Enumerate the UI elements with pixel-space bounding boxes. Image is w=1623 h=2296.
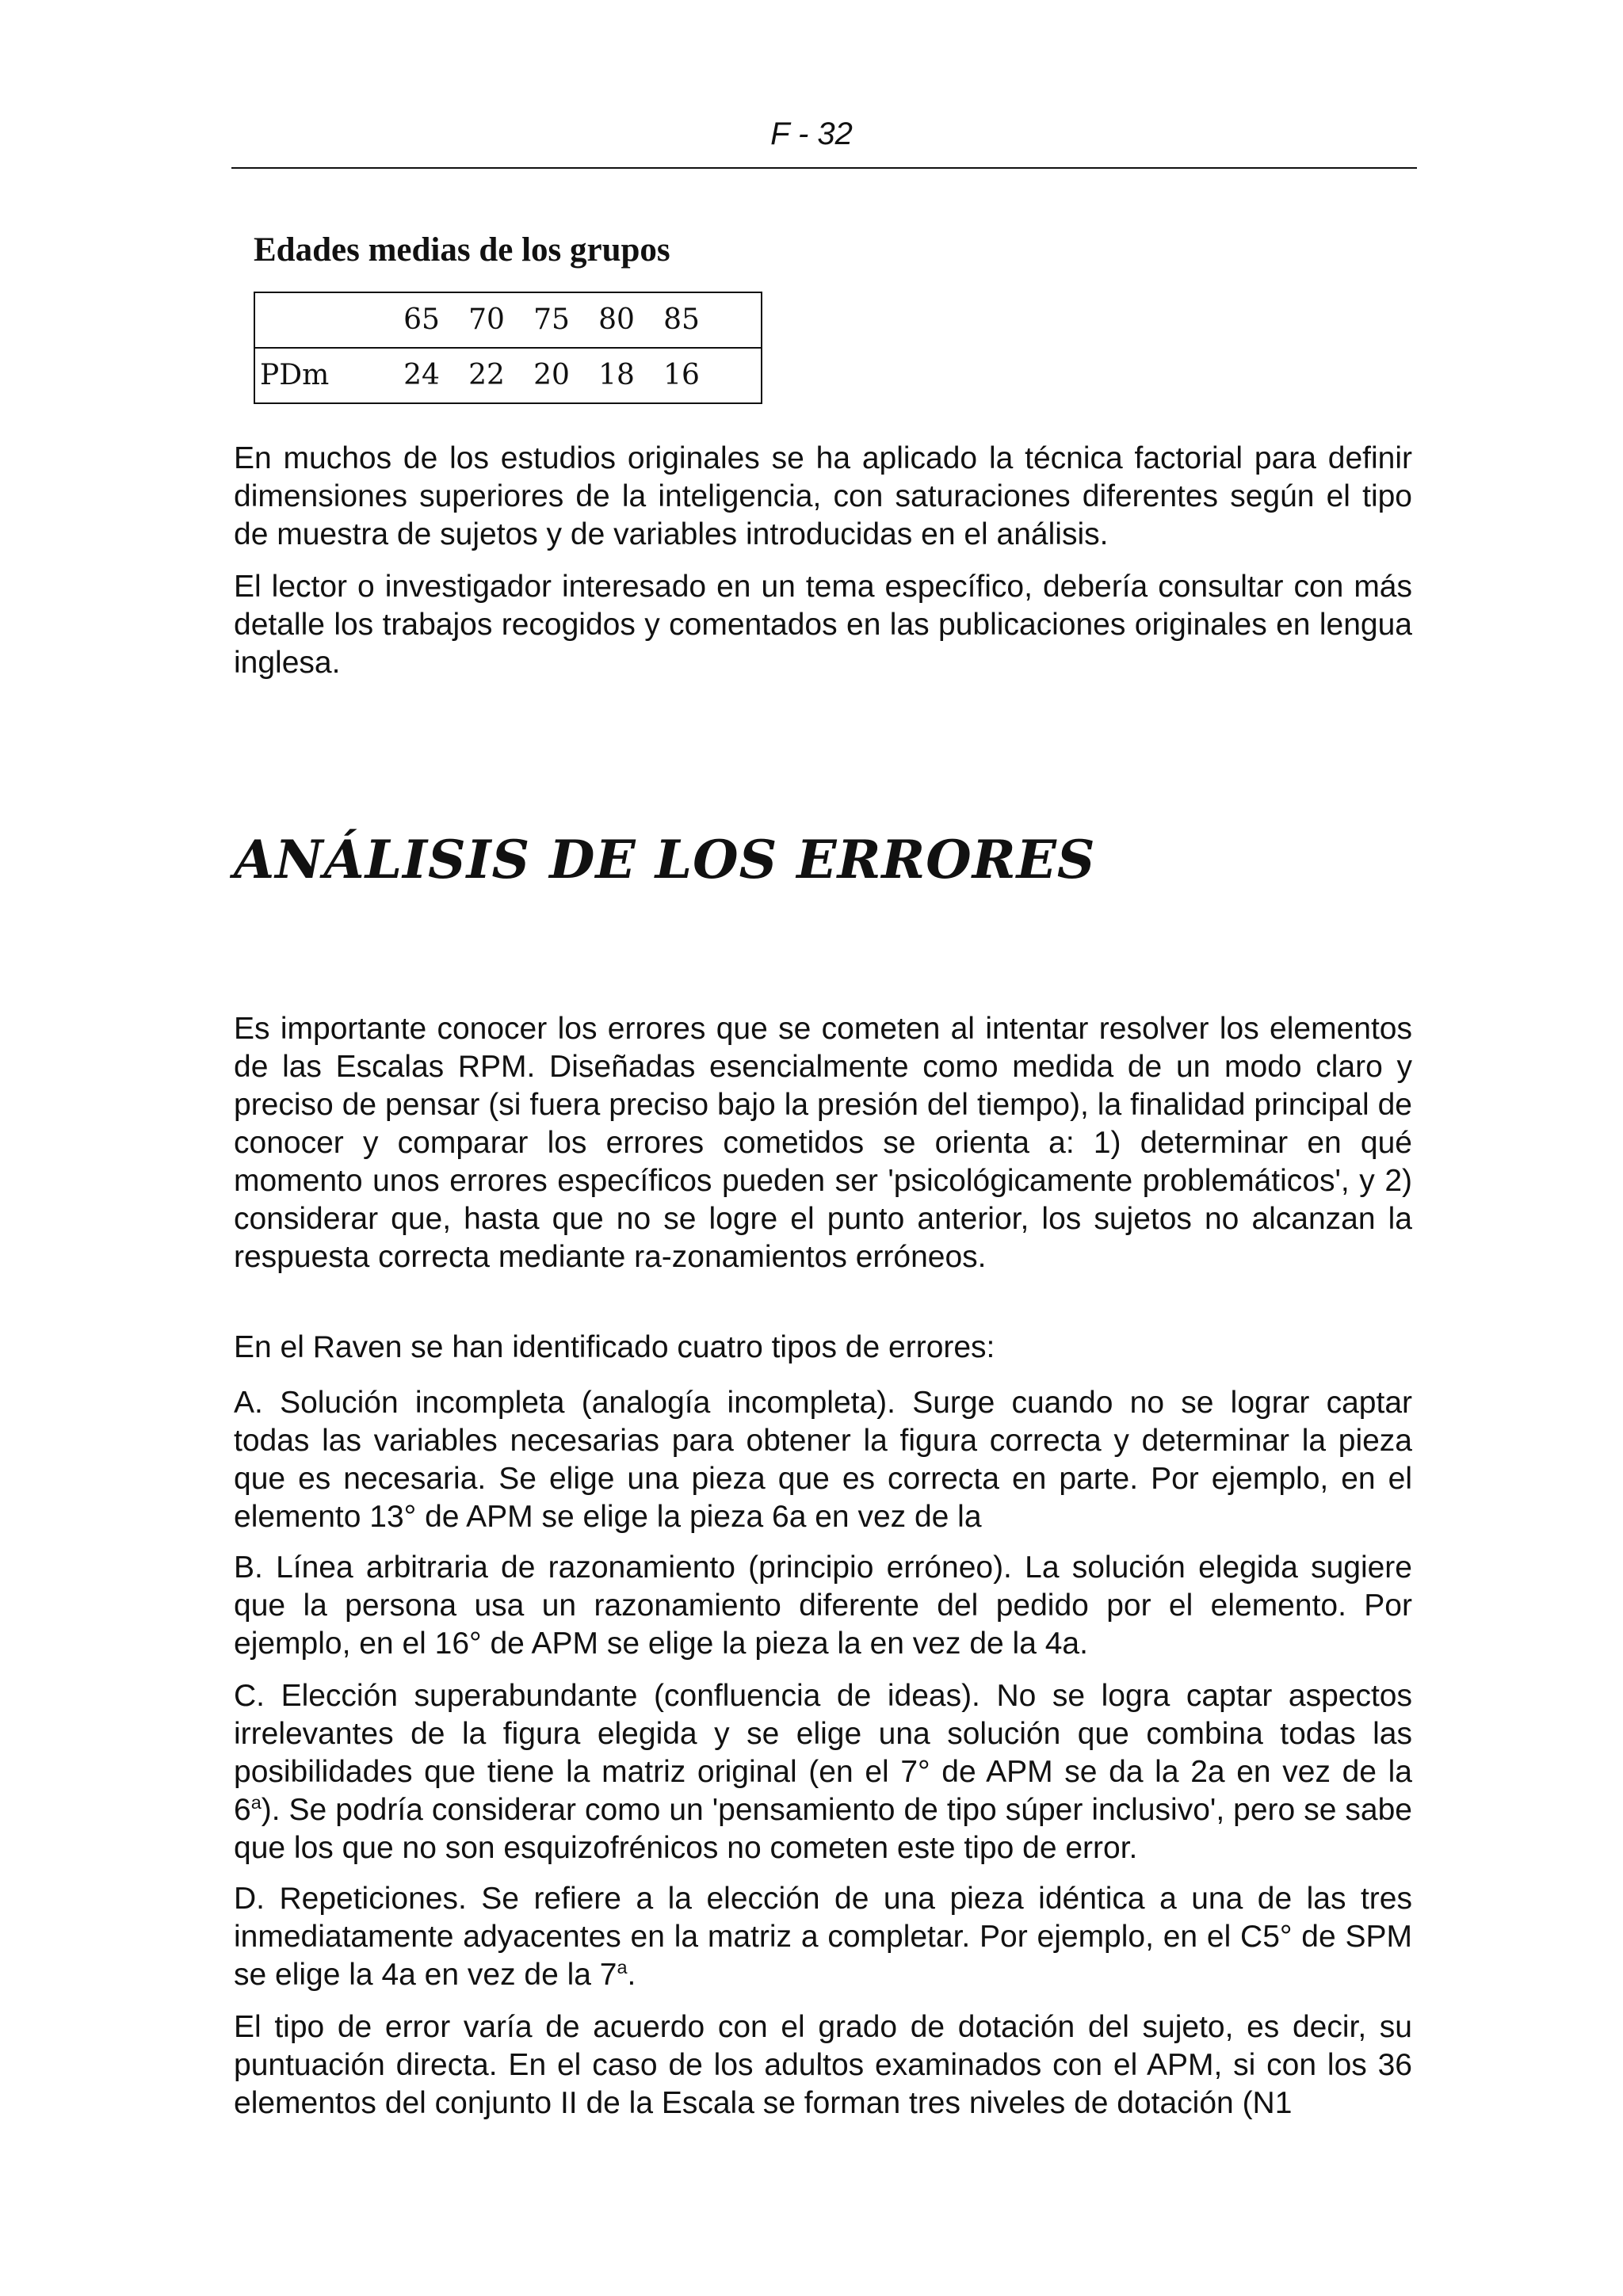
error-c-text: C. Elección superabundante (confluencia de ideas). No se logra captar aspectos irrelevantes de la figura elegida y se elige una solución que combina todas las posibilidades que tiene la matriz original (en el 7° de APM se da la 2a en vez de la 6 xyxy=(234,1679,1412,1827)
paragraph-error-d xyxy=(234,1880,1412,1994)
table-column-header: 70 xyxy=(468,303,505,336)
table-cell: 18 xyxy=(598,359,635,391)
table-cell: 16 xyxy=(663,359,700,391)
header-rule xyxy=(231,167,1417,169)
table-header-row xyxy=(255,293,761,349)
ages-table xyxy=(254,292,762,404)
table-cell: 20 xyxy=(533,359,570,391)
paragraph-error-by-level: El tipo de error varía de acuerdo con el grado de dotación del sujeto, es decir, su puntuación directa. En el caso de los adultos examinados con el APM, si con los 36 elementos del conjunto II de la Escala se forman tres niveles de dotación (N1 xyxy=(234,2010,1412,2120)
paragraph-error-types: En el Raven se han identificado cuatro tipos de errores: xyxy=(234,1330,995,1364)
table-cell: 24 xyxy=(403,359,440,391)
table-row-label: PDm xyxy=(260,359,330,391)
table-title: Edades medias de los grupos xyxy=(254,231,670,269)
superscript: a xyxy=(617,1957,628,1978)
paragraph-error-b: B. Línea arbitraria de razonamiento (principio erróneo). La solución elegida sugiere que la persona usa un razonamiento diferente del pedido por el elemento. Por ejemplo, en el 16° de APM se elige la pieza la en vez de la 4a. xyxy=(234,1550,1412,1661)
error-c-text-end: ). Se podría considerar como un 'pensamiento de tipo súper inclusivo', pero se sabe que los que no son esquizofrénicos no cometen este tipo de error. xyxy=(234,1793,1412,1865)
superscript: a xyxy=(250,1792,262,1813)
paragraph-error-a: A. Solución incompleta (analogía incompleta). Surge cuando no se lograr captar todas las variables necesarias para obtener la figura correcta y determinar la pieza que es necesaria. Se elige una pieza que es correcta en parte. Por ejemplo, en el elemento 13° de APM se elige la pieza 6a en vez de la xyxy=(234,1386,1412,1534)
page-number: F - 32 xyxy=(770,116,853,151)
error-d-text: D. Repeticiones. Se refiere a la elección de una pieza idéntica a una de las tres inmediatamente adyacentes en la matriz a completar. Por ejemplo, en el C5° de SPM se elige la 4a en vez de la 7 xyxy=(234,1882,1412,1992)
table-cell: 22 xyxy=(468,359,505,391)
table-row xyxy=(255,349,761,402)
paragraph-reader-note: El lector o investigador interesado en un tema específico, debería consultar con más detalle los trabajos recogidos y comentados en las publicaciones originales en lengua inglesa. xyxy=(234,570,1412,680)
table-column-header: 85 xyxy=(663,303,700,336)
table-column-header: 75 xyxy=(533,303,570,336)
section-title: ANÁLISIS DE LOS ERRORES xyxy=(234,829,1096,891)
table-column-header: 65 xyxy=(403,303,440,336)
paragraph-factorial: En muchos de los estudios originales se ha aplicado la técnica factorial para definir dimensiones superiores de la inteligencia, con saturaciones diferentes según el tipo de muestra de sujetos y de variables introducidas en el análisis. xyxy=(234,441,1412,551)
paragraph-errors-intro: Es importante conocer los errores que se cometen al intentar resolver los elementos de las Escalas RPM. Diseñadas esencialmente como medida de un modo claro y preciso de pensar (si fuera preciso bajo la presión del tiempo), la finalidad principal de conocer y comparar los errores cometidos se orienta a: 1) determinar en qué momento unos errores específicos pueden ser 'psicológicamente problemáticos', y 2) considerar que, hasta que no se logre el punto anterior, los sujetos no alcanzan la respuesta correcta mediante ra-zonamientos erróneos. xyxy=(234,1012,1412,1274)
paragraph-error-c xyxy=(234,1677,1412,1867)
error-d-text-end: . xyxy=(627,1958,636,1992)
table-column-header: 80 xyxy=(598,303,635,336)
